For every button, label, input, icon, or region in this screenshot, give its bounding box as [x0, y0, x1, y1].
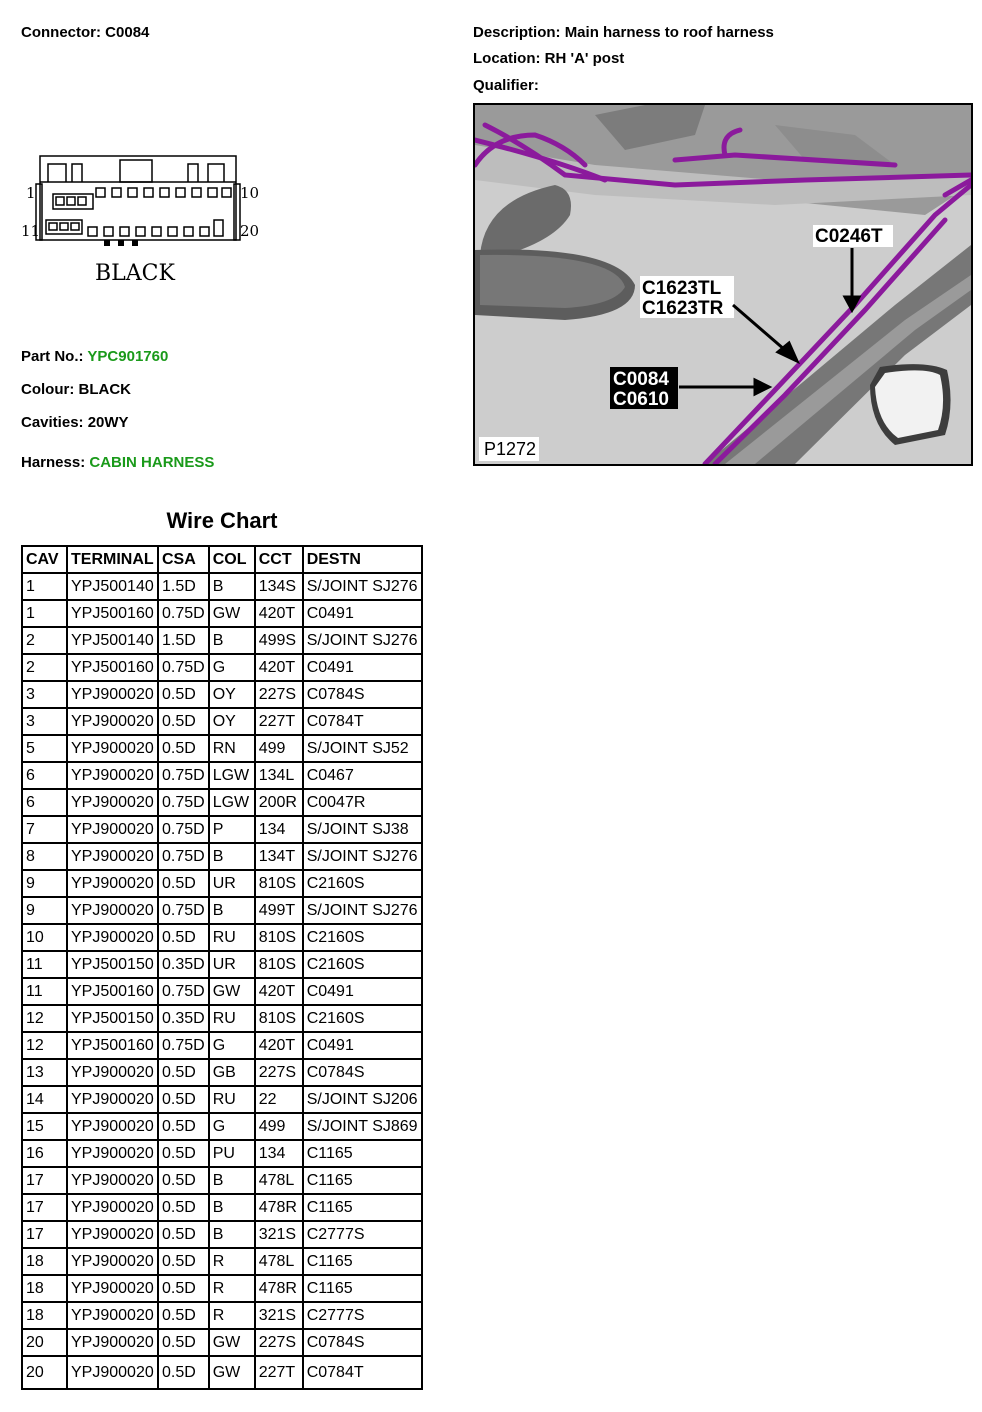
table-row [23, 1357, 421, 1388]
table-row [23, 1168, 421, 1193]
cell-terminal: YPJ900020 [68, 1330, 157, 1355]
cell-cav: 11 [23, 952, 66, 977]
cell-cct: 22 [256, 1087, 302, 1112]
cell-terminal: YPJ500160 [68, 979, 157, 1004]
cell-cav: 20 [23, 1357, 66, 1388]
table-row [23, 817, 421, 842]
cell-cct: 420T [256, 979, 302, 1004]
cavities-field [21, 414, 129, 431]
cell-col: GW [210, 1330, 254, 1355]
cell-cav: 14 [23, 1087, 66, 1112]
header-cct: CCT [256, 547, 302, 572]
cell-cct: 420T [256, 1033, 302, 1058]
cell-csa: 0.75D [159, 601, 208, 626]
cell-destn: C1165 [304, 1141, 421, 1166]
table-header-row [23, 547, 421, 572]
cell-cav: 6 [23, 763, 66, 788]
cell-cct: 478R [256, 1276, 302, 1301]
wire-chart-title: Wire Chart [166, 508, 278, 533]
header-destn: DESTN [304, 547, 421, 572]
cell-cav: 12 [23, 1006, 66, 1031]
cell-destn: C2160S [304, 952, 421, 977]
pin-11-label: 11 [21, 222, 41, 240]
cell-csa: 0.5D [159, 682, 208, 707]
table-row [23, 628, 421, 653]
cell-col: RN [210, 736, 254, 761]
cell-col: GW [210, 1357, 254, 1388]
cell-terminal: YPJ900020 [68, 736, 157, 761]
cell-cct: 134S [256, 574, 302, 599]
cell-csa: 0.5D [159, 1195, 208, 1220]
cell-csa: 0.75D [159, 844, 208, 869]
cell-cav: 3 [23, 682, 66, 707]
table-row [23, 979, 421, 1004]
cell-csa: 0.5D [159, 871, 208, 896]
cell-cav: 18 [23, 1276, 66, 1301]
description-label: Description: [473, 24, 561, 41]
cell-destn: C0491 [304, 1033, 421, 1058]
cell-terminal: YPJ900020 [68, 763, 157, 788]
table-row [23, 925, 421, 950]
cell-cct: 134T [256, 844, 302, 869]
table-row [23, 1141, 421, 1166]
location-label: Location: [473, 50, 541, 67]
figure-id: P1272 [484, 439, 537, 459]
part-no-label: Part No.: [21, 348, 84, 365]
cell-terminal: YPJ900020 [68, 1195, 157, 1220]
cell-cav: 10 [23, 925, 66, 950]
cell-terminal: YPJ900020 [68, 1141, 157, 1166]
cell-cav: 8 [23, 844, 66, 869]
cell-col: G [210, 1114, 254, 1139]
cell-destn: S/JOINT SJ276 [304, 574, 421, 599]
cell-csa: 0.5D [159, 1249, 208, 1274]
cell-cct: 420T [256, 601, 302, 626]
cell-destn: C2160S [304, 871, 421, 896]
cell-col: OY [210, 709, 254, 734]
table-row [23, 1087, 421, 1112]
table-row [23, 601, 421, 626]
cell-cct: 227S [256, 1060, 302, 1085]
cell-cct: 420T [256, 655, 302, 680]
cell-col: B [210, 1195, 254, 1220]
cell-csa: 0.75D [159, 763, 208, 788]
table-row [23, 898, 421, 923]
cell-destn: S/JOINT SJ276 [304, 898, 421, 923]
cell-destn: C0784S [304, 682, 421, 707]
pin-1-label: 1 [26, 184, 36, 202]
callout-c0084: C0084 [613, 369, 669, 390]
pin-10-label: 10 [240, 184, 260, 202]
location-photo [473, 103, 973, 466]
cell-col: LGW [210, 790, 254, 815]
cell-destn: C0784S [304, 1060, 421, 1085]
cell-terminal: YPJ900020 [68, 790, 157, 815]
table-row [23, 1006, 421, 1031]
cell-cav: 2 [23, 655, 66, 680]
cell-cct: 810S [256, 871, 302, 896]
colour-value: BLACK [78, 381, 131, 398]
table-row [23, 709, 421, 734]
cell-terminal: YPJ500140 [68, 574, 157, 599]
connector-value: C0084 [105, 24, 150, 41]
cell-csa: 0.5D [159, 1303, 208, 1328]
cell-csa: 0.35D [159, 1006, 208, 1031]
description-field [473, 24, 774, 41]
cell-terminal: YPJ900020 [68, 817, 157, 842]
cell-col: OY [210, 682, 254, 707]
cell-terminal: YPJ900020 [68, 1060, 157, 1085]
cell-csa: 1.5D [159, 628, 208, 653]
cell-cct: 321S [256, 1303, 302, 1328]
cell-terminal: YPJ500150 [68, 1006, 157, 1031]
location-value: RH 'A' post [544, 50, 625, 67]
cell-cct: 227T [256, 709, 302, 734]
colour-label: Colour: [21, 381, 75, 398]
table-row [23, 1249, 421, 1274]
cell-terminal: YPJ900020 [68, 1276, 157, 1301]
cell-cav: 6 [23, 790, 66, 815]
cell-terminal: YPJ900020 [68, 1249, 157, 1274]
cell-cct: 810S [256, 952, 302, 977]
header-col: COL [210, 547, 254, 572]
table-row [23, 736, 421, 761]
cell-cav: 18 [23, 1249, 66, 1274]
callout-c1623tr: C1623TR [642, 298, 724, 319]
cell-destn: C2777S [304, 1222, 421, 1247]
cell-destn: C1165 [304, 1249, 421, 1274]
cell-terminal: YPJ900020 [68, 844, 157, 869]
cell-cav: 15 [23, 1114, 66, 1139]
cell-destn: C0491 [304, 979, 421, 1004]
cell-terminal: YPJ900020 [68, 1222, 157, 1247]
cell-cav: 18 [23, 1303, 66, 1328]
header-csa: CSA [159, 547, 208, 572]
connector-field [21, 24, 149, 41]
cell-destn: C2160S [304, 925, 421, 950]
cell-cav: 5 [23, 736, 66, 761]
callout-c0610: C0610 [613, 389, 669, 410]
cell-destn: C2777S [304, 1303, 421, 1328]
diagram-colour-text: BLACK [95, 261, 175, 286]
cell-destn: S/JOINT SJ276 [304, 844, 421, 869]
wire-chart-table [21, 545, 423, 1390]
cell-csa: 0.5D [159, 1276, 208, 1301]
cell-cav: 9 [23, 898, 66, 923]
cell-col: PU [210, 1141, 254, 1166]
cell-cav: 17 [23, 1222, 66, 1247]
cell-csa: 0.5D [159, 1087, 208, 1112]
cell-col: P [210, 817, 254, 842]
cell-cct: 134L [256, 763, 302, 788]
cell-csa: 0.5D [159, 1330, 208, 1355]
cell-cct: 810S [256, 925, 302, 950]
harness-link[interactable]: CABIN HARNESS [89, 454, 215, 471]
cell-terminal: YPJ500160 [68, 1033, 157, 1058]
cell-csa: 0.5D [159, 1060, 208, 1085]
cell-destn: S/JOINT SJ869 [304, 1114, 421, 1139]
table-row [23, 655, 421, 680]
cell-terminal: YPJ900020 [68, 1303, 157, 1328]
cell-destn: S/JOINT SJ276 [304, 628, 421, 653]
cell-col: B [210, 844, 254, 869]
cell-cct: 499S [256, 628, 302, 653]
cell-csa: 0.5D [159, 1357, 208, 1388]
cell-destn: C1165 [304, 1276, 421, 1301]
cell-terminal: YPJ900020 [68, 871, 157, 896]
qualifier-field [473, 77, 539, 94]
cell-csa: 1.5D [159, 574, 208, 599]
cell-col: GW [210, 979, 254, 1004]
cell-terminal: YPJ900020 [68, 1357, 157, 1388]
cell-csa: 0.5D [159, 1114, 208, 1139]
cell-csa: 0.75D [159, 817, 208, 842]
cell-destn: S/JOINT SJ38 [304, 817, 421, 842]
colour-field [21, 381, 131, 398]
callout-c1623tl: C1623TL [642, 278, 722, 299]
cell-destn: C0467 [304, 763, 421, 788]
cell-cav: 13 [23, 1060, 66, 1085]
cell-cct: 499 [256, 1114, 302, 1139]
header-cav: CAV [23, 547, 66, 572]
connector-face-diagram [18, 150, 278, 290]
table-row [23, 790, 421, 815]
wire-chart-body [23, 574, 421, 1388]
cell-cav: 11 [23, 979, 66, 1004]
cell-destn: S/JOINT SJ206 [304, 1087, 421, 1112]
cell-terminal: YPJ900020 [68, 1087, 157, 1112]
connector-label: Connector: [21, 24, 101, 41]
table-row [23, 1033, 421, 1058]
cavities-value: 20WY [87, 414, 129, 431]
cell-destn: C0784S [304, 1330, 421, 1355]
cell-cav: 7 [23, 817, 66, 842]
description-value: Main harness to roof harness [564, 24, 774, 41]
cell-col: RU [210, 1006, 254, 1031]
cell-cct: 499T [256, 898, 302, 923]
table-row [23, 1195, 421, 1220]
cell-cct: 321S [256, 1222, 302, 1247]
cell-col: GB [210, 1060, 254, 1085]
cell-cav: 20 [23, 1330, 66, 1355]
cell-terminal: YPJ500160 [68, 655, 157, 680]
pin-20-label: 20 [240, 222, 260, 240]
cell-destn: C1165 [304, 1195, 421, 1220]
cell-cct: 478L [256, 1168, 302, 1193]
cell-terminal: YPJ900020 [68, 709, 157, 734]
table-row [23, 844, 421, 869]
table-row [23, 1330, 421, 1355]
cell-col: G [210, 655, 254, 680]
qualifier-label: Qualifier: [473, 77, 539, 94]
cell-csa: 0.75D [159, 1033, 208, 1058]
cell-cct: 134 [256, 817, 302, 842]
harness-field [21, 454, 214, 471]
cell-cav: 16 [23, 1141, 66, 1166]
cell-csa: 0.5D [159, 1141, 208, 1166]
cell-cav: 3 [23, 709, 66, 734]
part-no-field [21, 348, 168, 365]
table-row [23, 1222, 421, 1247]
harness-label: Harness: [21, 454, 86, 471]
cell-csa: 0.75D [159, 898, 208, 923]
cell-col: B [210, 628, 254, 653]
table-row [23, 871, 421, 896]
cell-cav: 1 [23, 601, 66, 626]
cell-csa: 0.5D [159, 736, 208, 761]
cell-terminal: YPJ900020 [68, 1168, 157, 1193]
cell-col: B [210, 574, 254, 599]
cell-cct: 478R [256, 1195, 302, 1220]
cavities-label: Cavities: [21, 414, 84, 431]
location-field [473, 50, 624, 67]
callout-c0246t: C0246T [815, 226, 883, 247]
cell-col: GW [210, 601, 254, 626]
cell-cct: 499 [256, 736, 302, 761]
cell-col: UR [210, 871, 254, 896]
cell-csa: 0.35D [159, 952, 208, 977]
cell-csa: 0.5D [159, 1222, 208, 1247]
part-no-link[interactable]: YPC901760 [87, 348, 169, 365]
cell-col: B [210, 1168, 254, 1193]
cell-terminal: YPJ900020 [68, 898, 157, 923]
cell-cav: 12 [23, 1033, 66, 1058]
cell-cav: 1 [23, 574, 66, 599]
cell-cav: 17 [23, 1168, 66, 1193]
cell-cct: 134 [256, 1141, 302, 1166]
cell-destn: C1165 [304, 1168, 421, 1193]
table-row [23, 1060, 421, 1085]
cell-terminal: YPJ900020 [68, 1114, 157, 1139]
cell-destn: S/JOINT SJ52 [304, 736, 421, 761]
cell-destn: C2160S [304, 1006, 421, 1031]
table-row [23, 574, 421, 599]
cell-terminal: YPJ900020 [68, 682, 157, 707]
table-row [23, 952, 421, 977]
cell-csa: 0.5D [159, 925, 208, 950]
table-row [23, 1303, 421, 1328]
table-row [23, 682, 421, 707]
table-row [23, 1276, 421, 1301]
cell-cct: 227S [256, 1330, 302, 1355]
cell-destn: C0491 [304, 601, 421, 626]
cell-cav: 2 [23, 628, 66, 653]
cell-col: R [210, 1303, 254, 1328]
cell-cct: 810S [256, 1006, 302, 1031]
cell-col: B [210, 1222, 254, 1247]
cell-destn: C0047R [304, 790, 421, 815]
cell-cav: 9 [23, 871, 66, 896]
cell-cct: 478L [256, 1249, 302, 1274]
cell-col: B [210, 898, 254, 923]
cell-terminal: YPJ500160 [68, 601, 157, 626]
cell-terminal: YPJ900020 [68, 925, 157, 950]
cell-col: R [210, 1249, 254, 1274]
cell-col: G [210, 1033, 254, 1058]
header-terminal: TERMINAL [68, 547, 157, 572]
cell-cct: 200R [256, 790, 302, 815]
cell-col: LGW [210, 763, 254, 788]
table-row [23, 763, 421, 788]
cell-cct: 227S [256, 682, 302, 707]
cell-col: RU [210, 925, 254, 950]
cell-terminal: YPJ500150 [68, 952, 157, 977]
cell-destn: C0491 [304, 655, 421, 680]
cell-col: RU [210, 1087, 254, 1112]
table-row [23, 1114, 421, 1139]
cell-csa: 0.75D [159, 790, 208, 815]
cell-csa: 0.5D [159, 1168, 208, 1193]
cell-destn: C0784T [304, 1357, 421, 1388]
cell-col: R [210, 1276, 254, 1301]
cell-csa: 0.5D [159, 709, 208, 734]
cell-csa: 0.75D [159, 655, 208, 680]
cell-csa: 0.75D [159, 979, 208, 1004]
cell-col: UR [210, 952, 254, 977]
cell-cav: 17 [23, 1195, 66, 1220]
cell-destn: C0784T [304, 709, 421, 734]
cell-terminal: YPJ500140 [68, 628, 157, 653]
cell-cct: 227T [256, 1357, 302, 1388]
